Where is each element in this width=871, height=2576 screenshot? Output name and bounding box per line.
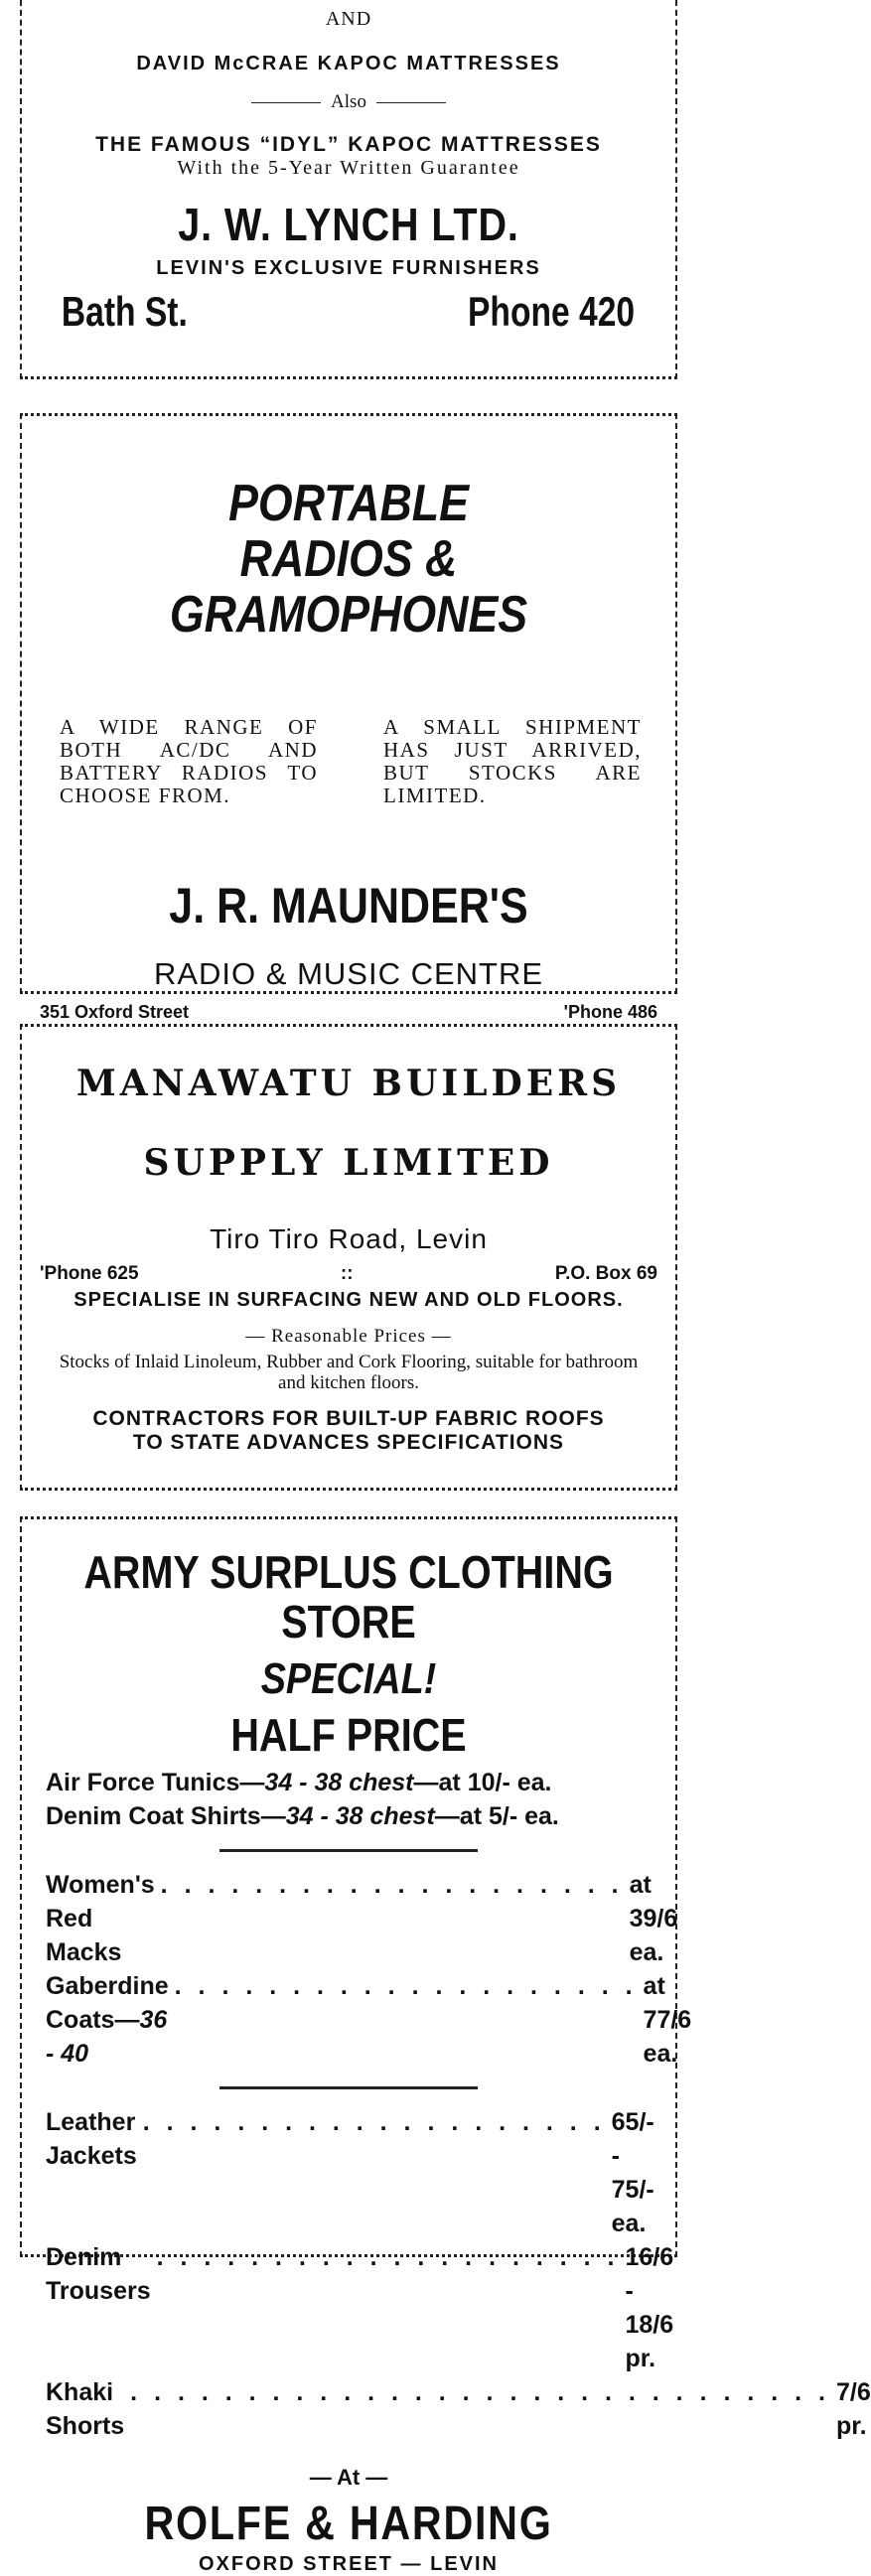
divider-rule-right [376,102,446,103]
company-name: ROLFE & HARDING [144,2498,553,2550]
company-name-line-1: MANAWATU BUILDERS [75,1063,622,1104]
stocks-text: Stocks of Inlaid Linoleum, Rubber and Cork Flooring, suitable for bathroom and kitchen floors. [59,1352,639,1393]
army-surplus-advertisement [20,1516,871,2575]
contractors-line-1: CONTRACTORS FOR BUILT-UP FABRIC ROOFS [92,1407,605,1430]
item-name: Women's Red Macks [46,1871,155,1966]
item-price: 65/- - 75/- ea. [611,2108,654,2237]
special-text: SPECIAL! [260,1654,437,1703]
item-price: at 77/6 ea. [643,1972,692,2068]
leader-dots: . . . . . . . . . . . . . . . . . . . . [160,1871,624,1899]
company-name: J. R. MAUNDER'S [169,878,528,933]
phone-number: Phone 420 [467,288,635,335]
contact-row [22,1255,675,1285]
list-item [22,2240,675,2375]
item-name: Leather Jackets [46,2108,137,2170]
company-name: J. W. LYNCH LTD. [178,199,519,250]
list-item [22,2105,675,2240]
leader-dots: . . . . . . . . . . . . . . . . . . . . . . . . . . . . . . [130,2378,830,2406]
price-group-2 [22,1868,692,2071]
item-size: 34 - 38 chest [285,1802,435,1830]
leader-dots: . . . . . . . . . . . . . . . . . . . . [156,2243,620,2271]
shipment-column: A SMALL SHIPMENT HAS JUST ARRIVED, BUT STOCKS ARE LIMITED. [383,715,642,807]
mccrae-mattresses-heading: DAVID McCRAE KAPOC MATTRESSES [136,53,561,74]
specialise-text: SPECIALISE IN SURFACING NEW AND OLD FLOORS. [73,1289,624,1311]
street-address: Bath St. [61,288,188,335]
phone-number: 'Phone 625 [40,1263,139,1284]
item-name: Denim Trousers [46,2243,151,2305]
at-text: — At — [309,2465,388,2490]
item-size: 34 - 38 chest [264,1769,414,1796]
guarantee-text: With the 5-Year Written Guarantee [177,157,520,179]
store-title [22,1547,675,1646]
divider-rule [219,1849,478,1852]
list-item [22,1799,675,1833]
item-price: 16/6 - 18/6 pr. [625,2243,674,2372]
also-text: Also [331,91,366,112]
title-line-2: STORE [281,1596,416,1647]
and-text: AND [325,8,372,30]
street-address: Tiro Tiro Road, Levin [210,1223,488,1254]
company-subtitle: RADIO & MUSIC CENTRE [153,956,544,991]
item-price: at 39/6 ea. [629,1871,678,1966]
item-name: Gaberdine Coats— [46,1972,169,2034]
item-price: —at 10/- ea. [413,1769,552,1796]
price-group-1 [22,1766,675,1833]
manawatu-builders-advertisement [20,1024,677,1491]
separator: :: [340,1263,354,1284]
item-name: Denim Coat Shirts— [46,1802,286,1830]
item-name: Khaki Shorts [46,2378,125,2440]
maunder-advertisement [20,413,677,1022]
heading-line-1: PORTABLE [228,475,469,532]
leader-dots: . . . . . . . . . . . . . . . . . . . . [142,2108,606,2136]
contractors-text [22,1407,675,1455]
range-column: A WIDE RANGE OF BOTH AC/DC AND BATTERY RADIOS TO CHOOSE FROM. [60,715,318,807]
company-name-line-2: SUPPLY LIMITED [143,1142,554,1184]
list-item [22,1766,675,1799]
item-price: —at 5/- ea. [434,1802,559,1830]
list-item [22,2375,871,2443]
item-size: 36 - 40 [46,2006,168,2068]
idyl-mattresses-heading: THE FAMOUS “IDYL” KAPOC MATTRESSES [95,133,602,156]
radios-heading [22,476,675,643]
title-line-1: ARMY SURPLUS CLOTHING [83,1546,614,1598]
list-item [22,1969,692,2071]
divider-rule-left [251,102,321,103]
price-group-3 [22,2105,871,2443]
reasonable-prices: — Reasonable Prices — [245,1326,452,1347]
list-item [22,1868,678,1969]
lynch-advertisement [20,0,677,379]
company-tagline: LEVIN'S EXCLUSIVE FURNISHERS [156,257,541,279]
item-price: 7/6 pr. [835,2378,871,2440]
leader-dots: . . . . . . . . . . . . . . . . . . . . [174,1972,638,2000]
street-address: OXFORD STREET — LEVIN [198,2553,500,2575]
divider-rule [219,2086,478,2089]
po-box: P.O. Box 69 [554,1263,657,1284]
contractors-line-2: TO STATE ADVANCES SPECIFICATIONS [132,1431,565,1454]
phone-number: 'Phone 486 [563,1002,657,1022]
info-columns [22,716,675,807]
item-name: Air Force Tunics— [46,1769,265,1796]
also-divider [22,91,675,113]
half-price-text: HALF PRICE [230,1709,467,1761]
heading-line-2: RADIOS & GRAMOPHONES [169,530,528,644]
street-address: 351 Oxford Street [40,1002,190,1022]
